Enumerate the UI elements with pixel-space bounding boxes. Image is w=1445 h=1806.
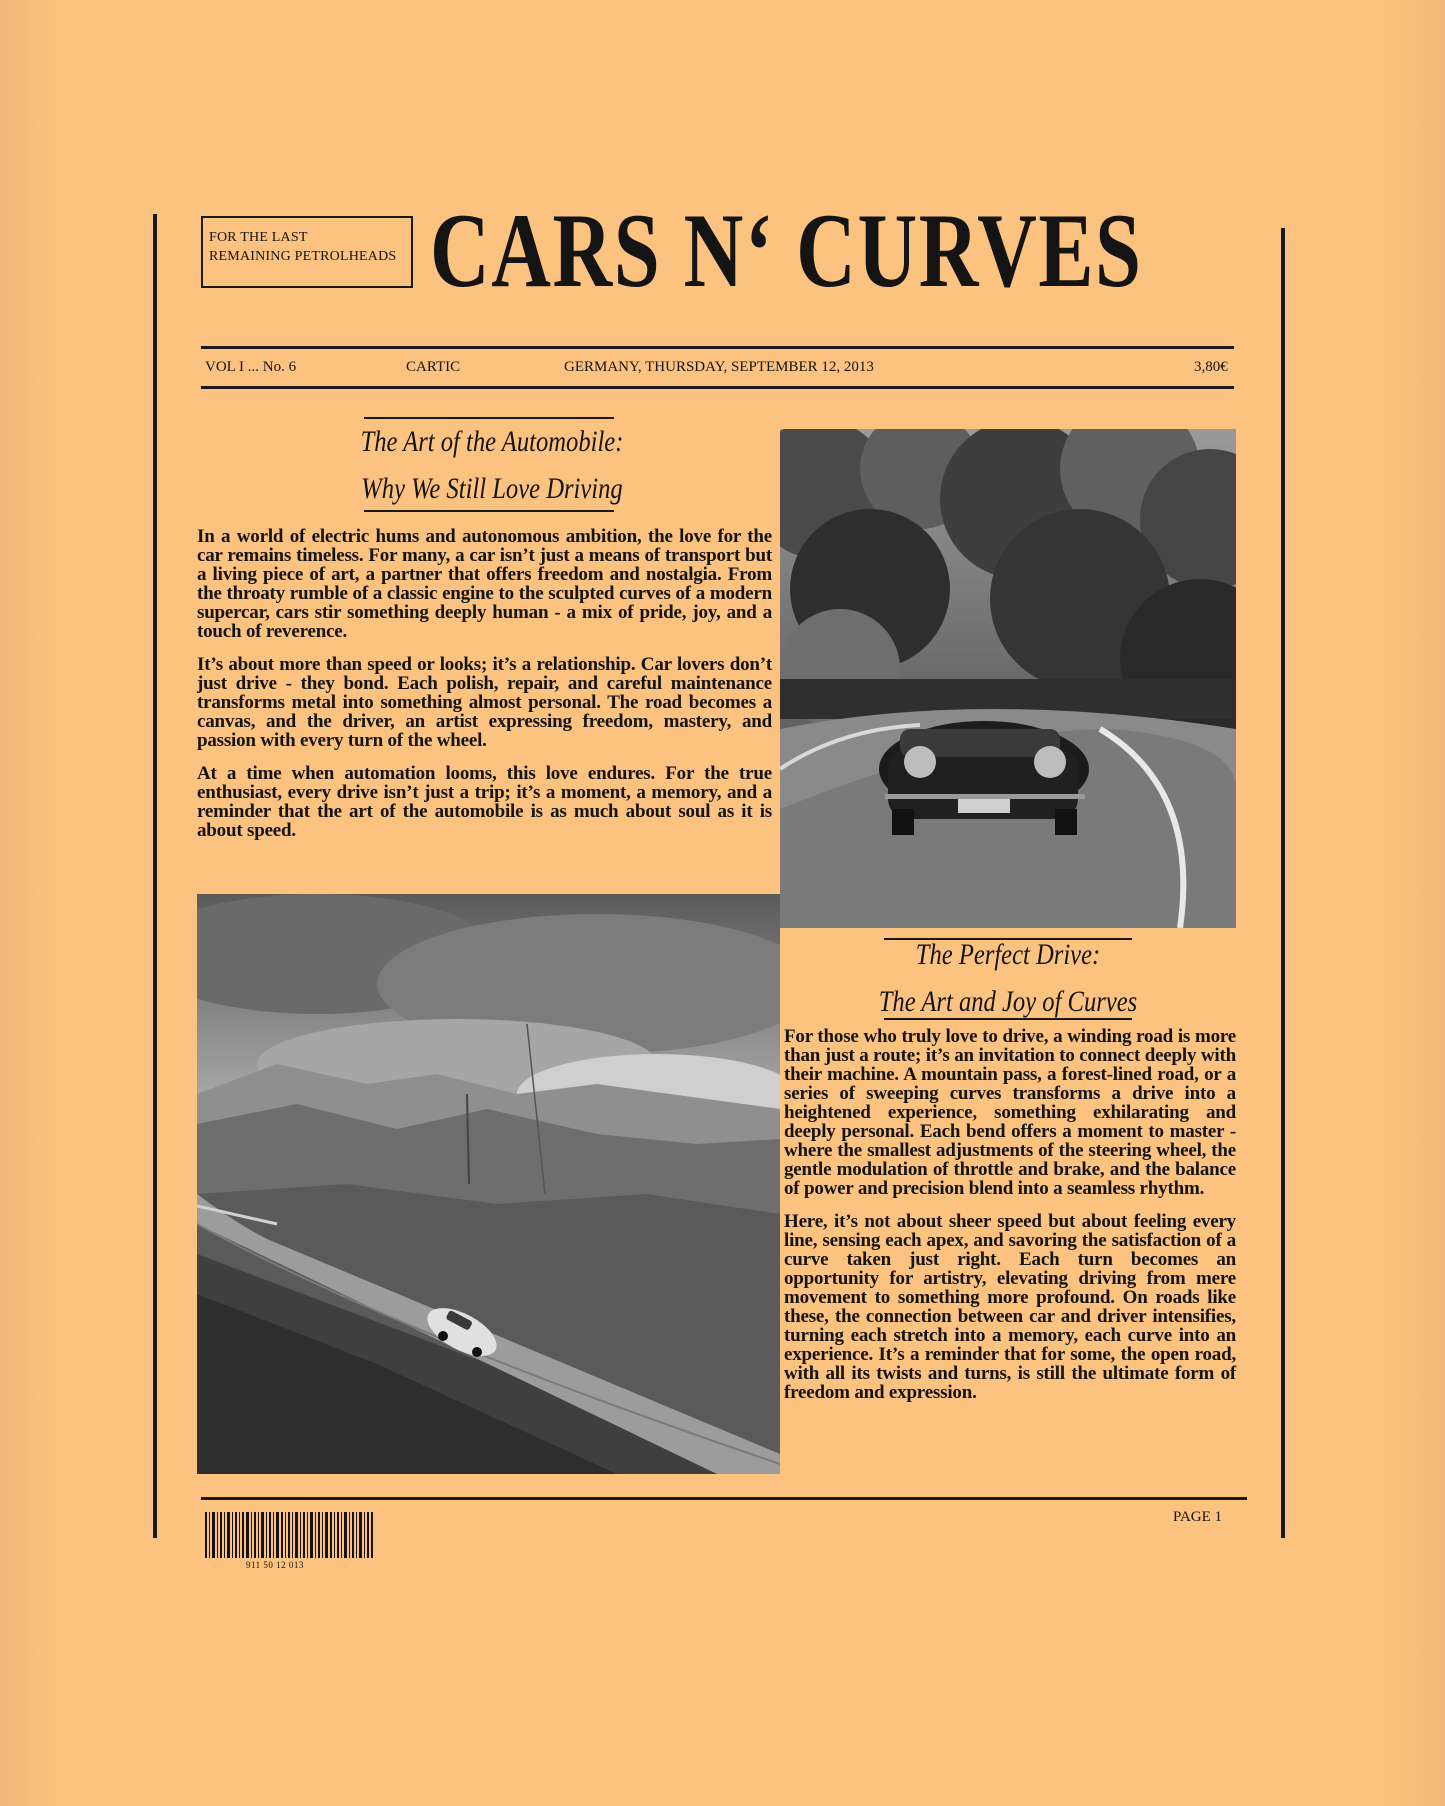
footer-rule xyxy=(201,1497,1247,1500)
article1-paragraph: It’s about more than speed or looks; it’s a relationship. Car lovers don’t just drive - they bond. Each polish, repair, and careful maintenance transforms metal into something almost personal. The road becomes a canvas, and the driver, an artist expressing freedom, mastery, and passion with every turn of the wheel. xyxy=(197,654,772,751)
meta-volume: VOL I ... No. 6 xyxy=(205,359,297,375)
article1-headline-bottom-rule xyxy=(364,510,614,512)
tagline-line1: FOR THE LAST xyxy=(209,230,308,245)
article2-headline xyxy=(808,931,1208,1025)
article1-headline xyxy=(292,418,692,512)
barcode xyxy=(205,1512,373,1558)
article2-body xyxy=(784,1027,1236,1416)
meta-bottom-rule xyxy=(201,386,1234,389)
article1-headline-line2: Why We Still Love Driving xyxy=(361,472,623,505)
article2-paragraph: For those who truly love to drive, a winding road is more than just a route; it’s an invitation to connect deeply with their machine. A mountain pass, a forest-lined road, or a series of sweeping curves transforms a drive into a heightened experience, something exhilarating and deeply personal. Each bend offers a moment to master - where the smallest adjustments of the steering wheel, the gentle modulation of throttle and brake, and the balance of power and precision blend into a seamless rhythm. xyxy=(784,1026,1236,1199)
article1-paragraph: In a world of electric hums and autonomous ambition, the love for the car remains timeless. For many, a car isn’t just a means of transport but a living piece of art, a partner that offers freedom and nostalgia. From the throaty rumble of a classic engine to the sculpted curves of a modern supercar, cars stir something deeply human - a mix of pride, joy, and a touch of reverence. xyxy=(197,526,772,642)
fabric-shade-right xyxy=(1385,0,1445,1806)
page-number: PAGE 1 xyxy=(1173,1509,1223,1525)
photo-mountain-road-art xyxy=(197,894,780,1474)
tagline-box xyxy=(201,216,413,288)
article2-headline-bottom-rule xyxy=(884,1018,1132,1020)
meta-top-rule xyxy=(201,346,1234,349)
meta-dateline: GERMANY, THURSDAY, SEPTEMBER 12, 2013 xyxy=(564,359,874,375)
photo-forest-road-art xyxy=(780,429,1236,928)
article1-headline-line1: The Art of the Automobile: xyxy=(360,425,624,458)
article2-headline-line2: The Art and Joy of Curves xyxy=(878,985,1138,1018)
article1-paragraph: At a time when automation looms, this love endures. For the true enthusiast, every drive isn’t just a trip; it’s a moment, a memory, and a reminder that the art of the automobile is as much about soul as it is about speed. xyxy=(197,763,772,841)
masthead-title: CARS N‘ CURVES xyxy=(430,192,1143,309)
article2-headline-line1: The Perfect Drive: xyxy=(915,938,1101,971)
article1-body xyxy=(197,527,772,854)
barcode-number: 911 50 12 013 xyxy=(246,1560,304,1570)
frame-right-rule xyxy=(1281,228,1285,1538)
photo-forest-road-car xyxy=(780,429,1236,928)
frame-left-rule xyxy=(153,214,157,1538)
meta-brand: CARTIC xyxy=(406,359,461,375)
article2-paragraph: Here, it’s not about sheer speed but about feeling every line, sensing each apex, and savoring the satisfaction of a curve taken just right. Each turn becomes an opportunity for artistry, elevating driving from mere movement to something more profound. On roads like these, the connection between car and driver intensifies, turning each stretch into a memory, each curve into an experience. It’s a reminder that for some, the open road, with all its twists and turns, is still the ultimate form of freedom and expression. xyxy=(784,1211,1236,1403)
fabric-shade-left xyxy=(0,0,60,1806)
tagline-line2: REMAINING PETROLHEADS xyxy=(209,249,397,264)
meta-price: 3,80€ xyxy=(1194,359,1228,375)
photo-mountain-road-car xyxy=(197,894,780,1474)
